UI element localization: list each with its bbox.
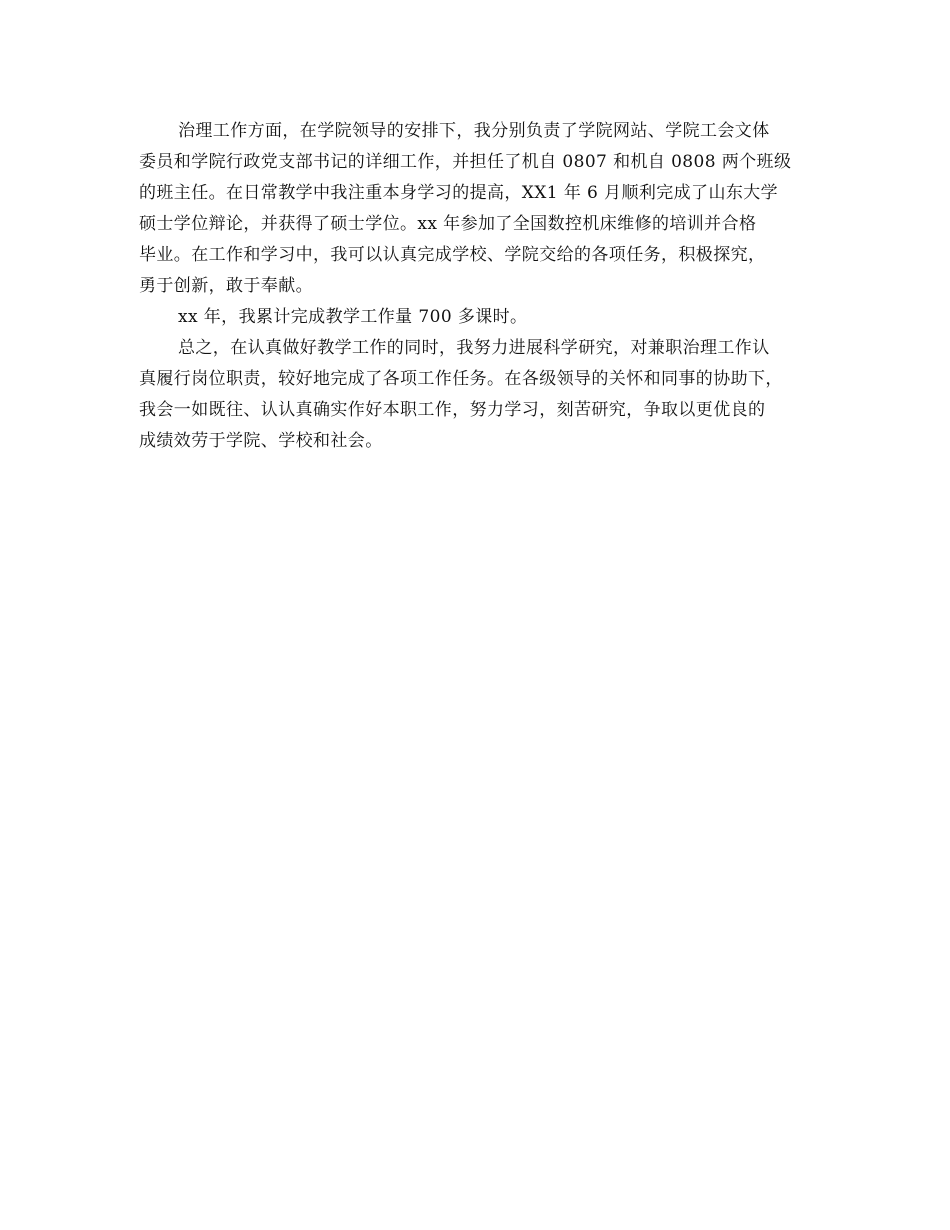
text-line: 成绩效劳于学院、学校和社会。	[139, 431, 383, 451]
text-line: 治理工作方面，在学院领导的安排下，我分别负责了学院网站、学院工会文体	[178, 121, 770, 141]
paragraph-management-work	[139, 116, 811, 302]
text-line: 勇于创新，敢于奉献。	[139, 276, 313, 296]
text-line: xx 年，我累计完成教学工作量 700 多课时。	[178, 307, 528, 327]
text-line: 毕业。在工作和学习中，我可以认真完成学校、学院交给的各项任务，积极探究，	[139, 245, 766, 265]
text-line: 我会一如既往、认认真确实作好本职工作，努力学习，刻苦研究，争取以更优良的	[139, 400, 766, 420]
text-line: 的班主任。在日常教学中我注重本身学习的提高，XX1 年 6 月顺利完成了山东大学	[139, 183, 779, 203]
paragraph-teaching-hours	[139, 302, 811, 333]
document-body	[139, 116, 811, 457]
text-line: 硕士学位辩论，并获得了硕士学位。xx 年参加了全国数控机床维修的培训并合格	[139, 214, 757, 234]
paragraph-summary	[139, 333, 811, 457]
text-line: 总之，在认真做好教学工作的同时，我努力进展科学研究，对兼职治理工作认	[178, 338, 770, 358]
text-line: 真履行岗位职责，较好地完成了各项工作任务。在各级领导的关怀和同事的协助下，	[139, 369, 783, 389]
text-line: 委员和学院行政党支部书记的详细工作，并担任了机自 0807 和机自 0808 两个班级	[139, 152, 792, 172]
